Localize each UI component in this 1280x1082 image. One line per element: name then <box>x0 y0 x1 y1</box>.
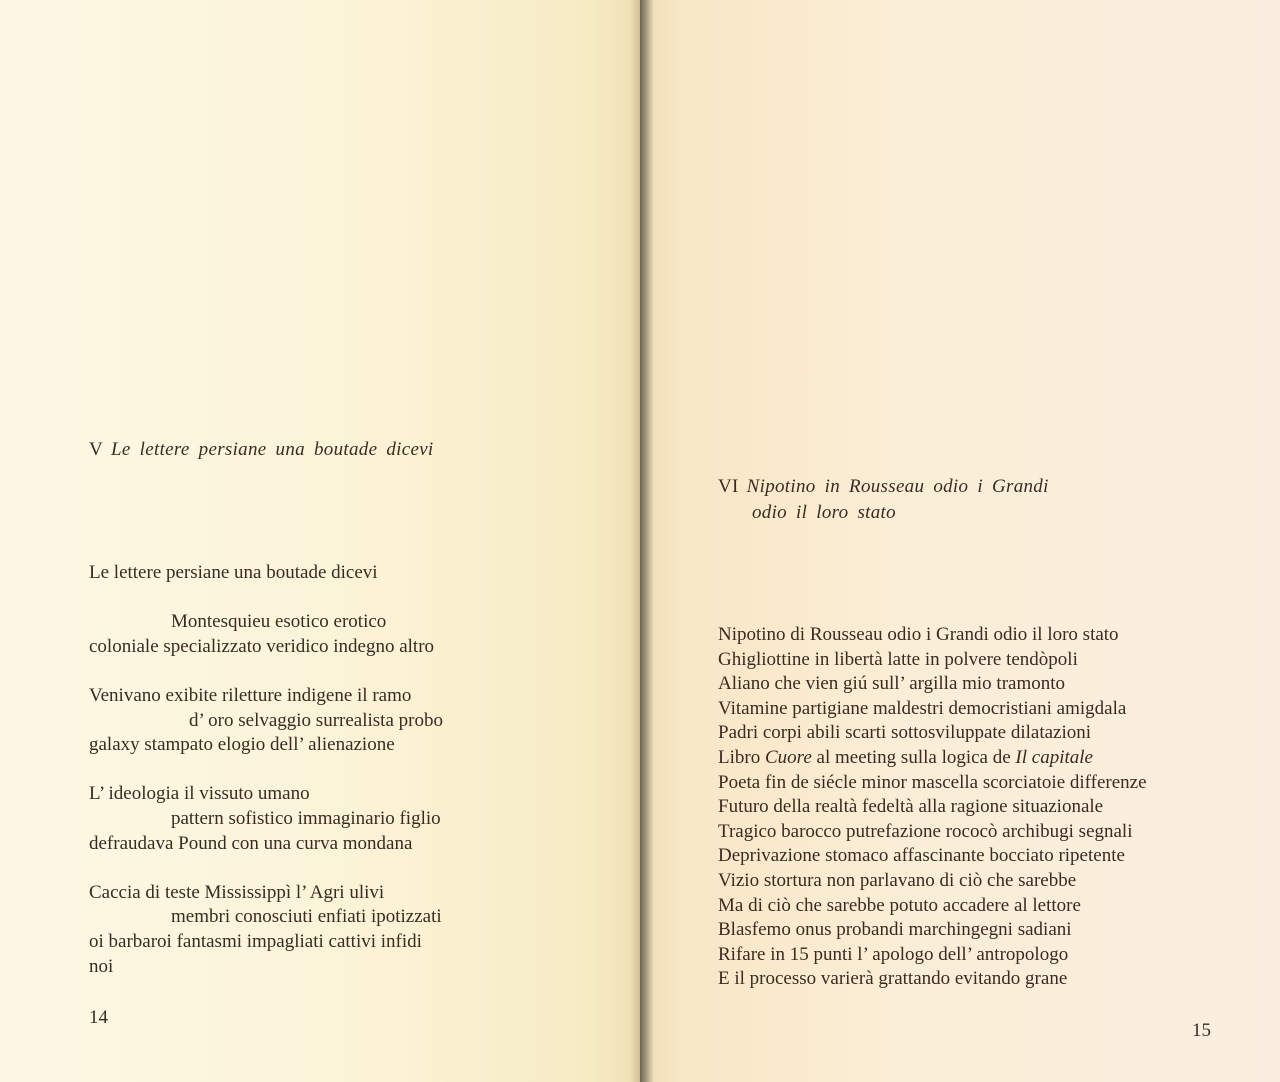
verse-line: galaxy stampato elogio dell’ alienazione <box>89 734 395 756</box>
verse-line: Montesquieu esotico erotico <box>171 611 387 633</box>
verse-line: Futuro della realtà fedeltà alla ragione situazionale <box>718 796 1104 818</box>
verse-line: membri conosciuti enfiati ipotizzati <box>171 906 442 928</box>
poem-title-line-1: Nipotino in Rousseau odio i Grandi <box>746 476 1049 497</box>
verse-line: Aliano che vien giú sull’ argilla mio tramonto <box>718 673 1066 695</box>
page-number: 15 <box>1192 1020 1211 1041</box>
verse-line: Ghigliottine in libertà latte in polvere tendòpoli <box>718 648 1078 670</box>
verse-line: Vitamine partigiane maldestri democristiani amigdala <box>718 697 1127 719</box>
verse-line: pattern sofistico immaginario figlio <box>171 807 441 829</box>
verse-text: Libro <box>718 746 765 768</box>
poem-title: Le lettere persiane una boutade dicevi <box>111 439 434 460</box>
verse-line: Tragico barocco putrefazione rococò archibugi segnali <box>718 820 1133 842</box>
verse-line: Deprivazione stomaco affascinante bocciato ripetente <box>718 845 1125 867</box>
verse-line: defraudava Pound con una curva mondana <box>89 832 413 854</box>
poem-number: V <box>89 439 104 460</box>
verse-line: Rifare in 15 punti l’ apologo dell’ antropologo <box>718 943 1069 965</box>
verse-line: Blasfemo onus probandi marchingegni sadiani <box>718 919 1072 941</box>
poem-body-v <box>89 561 443 979</box>
verse-line <box>718 746 1147 771</box>
poem-title-line-2: odio il loro stato <box>752 502 896 523</box>
poem-number: VI <box>718 476 739 497</box>
verse-text: al meeting sulla logica de <box>811 746 1016 768</box>
poem-heading-v <box>89 437 434 463</box>
verse-line: Venivano exibite riletture indigene il ramo <box>89 684 412 706</box>
verse-line: Vizio stortura non parlavano di ciò che sarebbe <box>718 869 1077 891</box>
verse-line: Caccia di teste Mississippì l’ Agri ulivi <box>89 881 385 903</box>
right-page <box>640 0 1280 1082</box>
page-number: 14 <box>89 1007 108 1028</box>
stanza-break <box>89 856 443 881</box>
stanza-break <box>89 758 443 783</box>
verse-line: oi barbaroi fantasmi impagliati cattivi infidi <box>89 930 422 952</box>
verse-line: Le lettere persiane una boutade dicevi <box>89 562 378 583</box>
verse-line: Padri corpi abili scarti sottosviluppate dilatazioni <box>718 722 1092 744</box>
verse-line: E il processo varierà grattando evitando grane <box>718 968 1068 990</box>
poem-body-vi <box>718 623 1147 992</box>
book-title-il-capitale: Il capitale <box>1015 746 1093 768</box>
stanza-break <box>89 659 443 684</box>
poem-heading-vi <box>718 474 1049 526</box>
verse-line: L’ ideologia il vissuto umano <box>89 783 310 805</box>
stanza-break <box>89 586 443 611</box>
book-title-cuore: Cuore <box>764 746 812 768</box>
verse-line: noi <box>89 955 114 977</box>
verse-line: Nipotino di Rousseau odio i Grandi odio il loro stato <box>718 624 1119 645</box>
verse-line: Poeta fin de siécle minor mascella scorciatoie differenze <box>718 771 1147 793</box>
verse-line: coloniale specializzato veridico indegno altro <box>89 635 435 657</box>
verse-line: d’ oro selvaggio surrealista probo <box>189 709 443 731</box>
verse-line: Ma di ciò che sarebbe potuto accadere al lettore <box>718 894 1081 916</box>
